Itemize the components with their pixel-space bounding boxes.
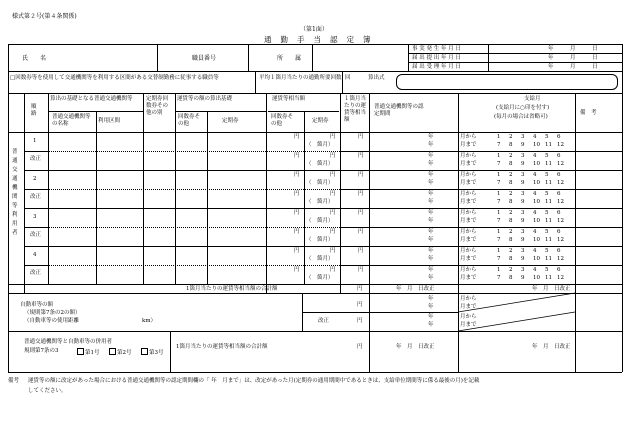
period-from: 月から	[460, 229, 477, 235]
footnote-label: 備考	[8, 378, 20, 384]
period-from: 月から	[460, 172, 477, 178]
remarks-header: 備 考	[580, 110, 597, 116]
pay-month-option[interactable]: 8	[509, 237, 513, 243]
pay-month-option[interactable]: 4	[533, 210, 537, 216]
pay-month-option[interactable]: 7	[497, 218, 501, 224]
pay-month-option[interactable]: 9	[521, 218, 525, 224]
car-year-4: 年	[428, 322, 434, 328]
period-year: 年	[428, 256, 434, 262]
pay-month-option[interactable]: 6	[557, 210, 561, 216]
page-label: （第1面）	[300, 26, 328, 33]
report-date-label: 届 出 提 出 年 月 日	[412, 55, 461, 61]
pay-month-option[interactable]: 10	[533, 199, 540, 205]
pay-month-option[interactable]: 11	[545, 237, 552, 243]
row-number: 2	[33, 176, 37, 182]
pay-month-option[interactable]: 1	[497, 267, 501, 273]
period-from: 月から	[460, 153, 477, 159]
pay-month-option[interactable]: 9	[521, 180, 525, 186]
combined-revision-date[interactable]: 年 月 日改正	[396, 344, 435, 350]
monthly-fare-header: １箇月当たりの運賃等相当額	[344, 96, 367, 123]
period-to: 月まで	[460, 237, 477, 243]
fare-basis-header: 運賃等の額の算出基礎	[177, 96, 233, 102]
pay-month-option[interactable]: 2	[509, 191, 513, 197]
receipt-date-label: 届 出 受 理 年 月 日	[412, 64, 461, 70]
fare-months: （ 箇月）	[306, 256, 334, 262]
pay-month-option[interactable]: 12	[557, 161, 564, 167]
car-to-2: 月まで	[460, 322, 477, 328]
car-to-1: 月まで	[460, 304, 477, 310]
pay-month-option[interactable]: 3	[521, 191, 525, 197]
pay-month-header: 支給月	[524, 96, 541, 102]
monthly-yen: 円	[358, 248, 364, 254]
pay-month-option[interactable]: 12	[557, 218, 564, 224]
pass-yen: 円	[330, 153, 336, 159]
monthly-yen: 円	[358, 134, 364, 140]
period-to: 月まで	[460, 256, 477, 262]
pay-month-option[interactable]: 8	[509, 161, 513, 167]
row-mid-line	[340, 189, 622, 190]
period-from: 月から	[460, 210, 477, 216]
row-dotted-line	[48, 265, 340, 266]
monthly-average-label: 平均１箇月当たりの通勤所要回数	[259, 75, 342, 81]
row-separator	[24, 246, 622, 247]
pay-month-option[interactable]: 2	[509, 267, 513, 273]
pay-month-note: (毎月の場合は省略可)	[494, 114, 548, 120]
row-number: 3	[33, 214, 37, 220]
pay-month-option[interactable]: 8	[509, 199, 513, 205]
fare-months: （ 箇月）	[306, 237, 334, 243]
pay-month-option[interactable]: 7	[497, 275, 501, 281]
route-header: 利用区間	[98, 118, 121, 124]
pay-month-option[interactable]: 5	[545, 267, 549, 273]
formula-label: 算出式	[368, 75, 385, 81]
pay-month-option[interactable]: 6	[557, 153, 561, 159]
fare-months: （ 箇月）	[306, 161, 334, 167]
fare-equivalent-header: 運賃等相当額	[272, 96, 306, 102]
pass-yen: 円	[330, 172, 336, 178]
pay-month-option[interactable]: 9	[521, 256, 525, 262]
monthly-yen: 円	[358, 172, 364, 178]
pass-yen: 円	[330, 267, 336, 273]
car-from-2: 月から	[460, 314, 477, 320]
pay-month-option[interactable]: 10	[533, 161, 540, 167]
pay-month-option[interactable]: 8	[509, 218, 513, 224]
pay-month-option[interactable]: 4	[533, 153, 537, 159]
period-from: 月から	[460, 191, 477, 197]
pay-month-option[interactable]: 10	[533, 142, 540, 148]
combined-title: 普通交通機関等と自動車等の併用者	[24, 339, 113, 345]
commuter-pass-header: 定期券	[222, 118, 239, 124]
pay-month-option[interactable]: 3	[521, 172, 525, 178]
row-revision-label: 改正	[30, 156, 42, 162]
pay-month-option[interactable]: 4	[533, 229, 537, 235]
pay-month-option[interactable]: 8	[509, 256, 513, 262]
row-separator	[24, 208, 622, 209]
row-revision-label: 改正	[30, 194, 42, 200]
row-mid-line	[24, 189, 48, 190]
pay-month-option[interactable]: 10	[533, 237, 540, 243]
row-dotted-line	[48, 189, 340, 190]
row-revision-label: 改正	[30, 232, 42, 238]
monthly-yen: 円	[358, 153, 364, 159]
car-yen-1: 円	[357, 302, 363, 308]
pay-month-option[interactable]: 9	[521, 275, 525, 281]
car-distance-label: （自動車等の使用距離	[24, 318, 80, 324]
period-from: 月から	[460, 267, 477, 273]
pay-month-option[interactable]: 2	[509, 134, 513, 140]
period-year: 年	[428, 210, 434, 216]
combined-rule: 規則第7条の3	[24, 348, 59, 354]
period-from: 月から	[460, 248, 477, 254]
total-fare-yen: 円	[357, 286, 363, 292]
name-label: 氏 名	[22, 55, 47, 62]
fare-months: （ 箇月）	[306, 275, 334, 281]
monthly-yen: 円	[358, 229, 364, 235]
car-yen-2: 円	[357, 318, 363, 324]
pay-month-option[interactable]: 1	[497, 248, 501, 254]
fare-months: （ 箇月）	[306, 199, 334, 205]
pay-month-option[interactable]: 1	[497, 153, 501, 159]
period-year: 年	[428, 218, 434, 224]
pay-month-option[interactable]: 9	[521, 142, 525, 148]
period-year: 年	[428, 172, 434, 178]
pay-month-option[interactable]: 12	[557, 199, 564, 205]
pay-month-option[interactable]: 3	[521, 229, 525, 235]
pay-month-option[interactable]: 2	[509, 210, 513, 216]
basis-header: 算出の基礎となる普通交通機関等	[50, 96, 133, 102]
pay-month-option[interactable]: 10	[533, 275, 540, 281]
pay-month-option[interactable]: 11	[545, 199, 552, 205]
staff-no-label: 職員番号	[192, 55, 217, 62]
total-revision-date[interactable]: 年 月 日改正	[396, 286, 435, 292]
fare-months: （ 箇月）	[306, 142, 334, 148]
ticket-type-header: 定期券回数券その他の別	[146, 96, 169, 116]
pay-month-option[interactable]: 5	[545, 229, 549, 235]
pay-month-option[interactable]: 7	[497, 199, 501, 205]
pay-month-option[interactable]: 1	[497, 134, 501, 140]
monthly-yen: 円	[358, 191, 364, 197]
fare-yen: 円	[294, 172, 300, 178]
period-year: 年	[428, 248, 434, 254]
pay-month-option[interactable]: 6	[557, 134, 561, 140]
pay-month-option[interactable]: 2	[509, 172, 513, 178]
row-number: 4	[33, 252, 37, 258]
car-revision-label: 改正	[318, 318, 330, 324]
pay-month-option[interactable]: 7	[497, 180, 501, 186]
pay-month-option[interactable]: 4	[533, 172, 537, 178]
row-revision-label: 改正	[30, 270, 42, 276]
pay-month-option[interactable]: 1	[497, 210, 501, 216]
period-to: 月まで	[460, 218, 477, 224]
period-from: 月から	[460, 134, 477, 140]
period-to: 月まで	[460, 199, 477, 205]
pay-month-option[interactable]: 6	[557, 267, 561, 273]
fare-ticket-count-header: 回数券その他	[271, 114, 294, 127]
fare-yen: 円	[294, 210, 300, 216]
form-number: 様式第２号(第４条関係)	[12, 13, 77, 20]
fare-yen: 円	[294, 248, 300, 254]
side-label: 普通交通機関等利用者	[12, 149, 18, 236]
row-mid-line	[24, 227, 48, 228]
receipt-date-value[interactable]: 年 月 日	[548, 64, 598, 70]
pay-month-option[interactable]: 7	[497, 237, 501, 243]
pay-month-option[interactable]: 11	[545, 180, 552, 186]
footnote-text-2: してください。	[28, 388, 67, 394]
combined-option-2[interactable]: 第2号	[108, 348, 132, 357]
pay-month-option[interactable]: 2	[509, 153, 513, 159]
pay-month-option[interactable]: 1	[497, 229, 501, 235]
report-date-value[interactable]: 年 月 日	[548, 55, 598, 61]
pay-month-option[interactable]: 7	[497, 161, 501, 167]
pass-yen: 円	[330, 134, 336, 140]
combined-revision-date-2[interactable]: 年 月 日改正	[532, 344, 571, 350]
pay-month-option[interactable]: 11	[545, 161, 552, 167]
fact-date-label: 事 実 発 生 年 月 日	[412, 46, 461, 52]
ticket-count-header: 回数券その他	[178, 114, 201, 127]
pay-month-option[interactable]: 8	[509, 180, 513, 186]
pay-month-option[interactable]: 3	[521, 267, 525, 273]
pay-month-option[interactable]: 12	[557, 180, 564, 186]
pay-month-option[interactable]: 4	[533, 134, 537, 140]
order-header: 順路	[31, 104, 37, 117]
pay-month-option[interactable]: 4	[533, 267, 537, 273]
row-separator	[24, 170, 622, 171]
fare-months: （ 箇月）	[306, 180, 334, 186]
period-to: 月まで	[460, 161, 477, 167]
car-year-2: 年	[428, 304, 434, 310]
row-dotted-line	[48, 227, 340, 228]
period-year: 年	[428, 199, 434, 205]
pay-month-option[interactable]: 10	[533, 256, 540, 262]
row-dotted-line	[48, 151, 340, 152]
pay-month-option[interactable]: 3	[521, 210, 525, 216]
pay-month-option[interactable]: 4	[533, 248, 537, 254]
pay-month-option[interactable]: 6	[557, 191, 561, 197]
period-year: 年	[428, 180, 434, 186]
car-year-3: 年	[428, 314, 434, 320]
pass-yen: 円	[330, 248, 336, 254]
pay-month-option[interactable]: 5	[545, 153, 549, 159]
pay-month-sub: (支給月に○印を付す)	[496, 105, 550, 111]
total-revision-date-2[interactable]: 年 月 日改正	[532, 286, 571, 292]
combined-total-label: 1箇月当たりの運賃等相当額の合計額	[176, 344, 268, 350]
combined-yen: 円	[357, 344, 363, 350]
pay-month-option[interactable]: 9	[521, 237, 525, 243]
period-year: 年	[428, 134, 434, 140]
fare-yen: 円	[294, 191, 300, 197]
row-mid-line	[24, 265, 48, 266]
fact-date-value[interactable]: 年 月 日	[548, 46, 598, 52]
pass-yen: 円	[330, 191, 336, 197]
fare-commuter-pass-header: 定期券	[312, 118, 329, 124]
period-year: 年	[428, 161, 434, 167]
pay-month-option[interactable]: 12	[557, 275, 564, 281]
car-rule: （規則第7条の2の額）	[24, 310, 81, 316]
footnote-text: 運賃等の額に改定があった場合における普通交通機関等の認定期間欄の「 年 月まで」は、改定があった月(定期券の通用期間中であるときは、支給単位期間等に係る最後の月)を記載	[28, 378, 480, 384]
row-separator	[24, 284, 622, 285]
row-number: 1	[33, 138, 37, 144]
row-mid-line	[340, 265, 622, 266]
combined-option-1[interactable]: 第1号	[76, 348, 100, 357]
pay-month-option[interactable]: 11	[545, 218, 552, 224]
pay-month-option[interactable]: 10	[533, 180, 540, 186]
combined-option-3[interactable]: 第3号	[140, 348, 164, 357]
period-to: 月まで	[460, 142, 477, 148]
pay-month-option[interactable]: 2	[509, 229, 513, 235]
period-to: 月まで	[460, 180, 477, 186]
fare-months: （ 箇月）	[306, 218, 334, 224]
pay-month-option[interactable]: 10	[533, 218, 540, 224]
pay-month-option[interactable]: 5	[545, 134, 549, 140]
pay-month-option[interactable]: 5	[545, 210, 549, 216]
pay-month-option[interactable]: 1	[497, 172, 501, 178]
car-year-1: 年	[428, 296, 434, 302]
affiliation-label: 所 属	[277, 55, 302, 62]
pay-month-option[interactable]: 2	[509, 248, 513, 254]
shift-worker-checkbox[interactable]: □回数券等を使用して交通機関等を利用する区間がある交替制勤務に従事する職員等	[10, 75, 219, 81]
transport-name-header: 普通交通機関等の名称	[52, 114, 91, 127]
pay-month-option[interactable]: 5	[545, 248, 549, 254]
fare-yen: 円	[294, 153, 300, 159]
monthly-yen: 円	[358, 267, 364, 273]
pay-month-option[interactable]: 8	[509, 275, 513, 281]
pass-yen: 円	[330, 210, 336, 216]
pay-month-option[interactable]: 7	[497, 142, 501, 148]
period-year: 年	[428, 191, 434, 197]
pay-month-option[interactable]: 8	[509, 142, 513, 148]
pay-month-option[interactable]: 6	[557, 172, 561, 178]
period-year: 年	[428, 229, 434, 235]
period-to: 月まで	[460, 275, 477, 281]
period-year: 年	[428, 142, 434, 148]
pay-month-option[interactable]: 7	[497, 256, 501, 262]
pay-month-option[interactable]: 5	[545, 172, 549, 178]
row-mid-line	[340, 227, 622, 228]
period-year: 年	[428, 275, 434, 281]
pay-month-option[interactable]: 12	[557, 142, 564, 148]
total-fare-label: 1箇月当たりの運賃等相当額の合計額	[186, 286, 278, 292]
pay-month-option[interactable]: 3	[521, 153, 525, 159]
pay-month-option[interactable]: 6	[557, 248, 561, 254]
pay-month-option[interactable]: 9	[521, 161, 525, 167]
fare-yen: 円	[294, 267, 300, 273]
pay-month-option[interactable]: 12	[557, 237, 564, 243]
pay-month-option[interactable]: 1	[497, 191, 501, 197]
cert-period-header: 普通交通機関等の認定期間	[374, 104, 424, 117]
row-mid-line	[340, 151, 622, 152]
fare-yen: 円	[294, 134, 300, 140]
pay-month-option[interactable]: 11	[545, 142, 552, 148]
monthly-yen: 円	[358, 210, 364, 216]
times-label: 回	[345, 75, 351, 81]
period-year: 年	[428, 267, 434, 273]
pass-yen: 円	[330, 229, 336, 235]
fare-yen: 円	[294, 229, 300, 235]
pay-month-option[interactable]: 3	[521, 134, 525, 140]
pay-month-option[interactable]: 6	[557, 229, 561, 235]
pay-month-option[interactable]: 11	[545, 275, 552, 281]
pay-month-option[interactable]: 11	[545, 256, 552, 262]
pay-month-option[interactable]: 9	[521, 199, 525, 205]
page-title: 通勤手当認定簿	[264, 35, 380, 44]
car-km-label: km）	[142, 318, 157, 324]
car-title: 自動車等の額	[20, 302, 54, 308]
period-year: 年	[428, 153, 434, 159]
pay-month-option[interactable]: 5	[545, 191, 549, 197]
pay-month-option[interactable]: 3	[521, 248, 525, 254]
period-year: 年	[428, 237, 434, 243]
pay-month-option[interactable]: 12	[557, 256, 564, 262]
row-mid-line	[24, 151, 48, 152]
pay-month-option[interactable]: 4	[533, 191, 537, 197]
car-from-1: 月から	[460, 296, 477, 302]
